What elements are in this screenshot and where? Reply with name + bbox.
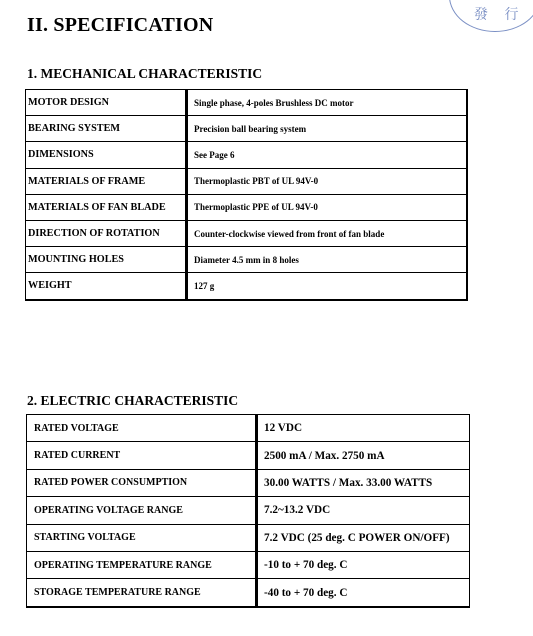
spec-value: Thermoplastic PPE of UL 94V-0 bbox=[187, 195, 466, 221]
spec-value: 12 VDC bbox=[257, 415, 469, 442]
spec-value: Counter-clockwise viewed from front of fan blade bbox=[187, 221, 466, 247]
spec-value: Diameter 4.5 mm in 8 holes bbox=[187, 247, 466, 273]
release-stamp-text: 發 行 bbox=[474, 7, 525, 23]
table-row bbox=[26, 169, 466, 195]
table-row bbox=[26, 142, 466, 168]
spec-key: RATED CURRENT bbox=[27, 442, 257, 469]
mechanical-characteristic-table bbox=[25, 89, 468, 301]
spec-value: See Page 6 bbox=[187, 142, 466, 168]
table-row bbox=[26, 221, 466, 247]
spec-value: 7.2~13.2 VDC bbox=[257, 497, 469, 524]
spec-key: MATERIALS OF FRAME bbox=[26, 169, 187, 195]
spec-key: OPERATING VOLTAGE RANGE bbox=[27, 497, 257, 524]
spec-value: Single phase, 4-poles Brushless DC motor bbox=[187, 90, 466, 116]
spec-key: BEARING SYSTEM bbox=[26, 116, 187, 142]
table-row bbox=[26, 90, 466, 116]
table-row bbox=[26, 116, 466, 142]
table-row bbox=[26, 247, 466, 273]
table-row bbox=[27, 525, 469, 552]
spec-value: 2500 mA / Max. 2750 mA bbox=[257, 442, 469, 469]
spec-value: -10 to + 70 deg. C bbox=[257, 552, 469, 579]
spec-key: WEIGHT bbox=[26, 273, 187, 299]
mechanical-section-title: 1. MECHANICAL CHARACTERISTIC bbox=[27, 66, 263, 81]
spec-key: MOTOR DESIGN bbox=[26, 90, 187, 116]
table-row bbox=[26, 195, 466, 221]
table-row bbox=[27, 552, 469, 579]
spec-key: RATED POWER CONSUMPTION bbox=[27, 470, 257, 497]
table-row bbox=[27, 442, 469, 469]
spec-value: 7.2 VDC (25 deg. C POWER ON/OFF) bbox=[257, 525, 469, 552]
spec-key: DIMENSIONS bbox=[26, 142, 187, 168]
spec-key: STORAGE TEMPERATURE RANGE bbox=[27, 579, 257, 606]
spec-value: -40 to + 70 deg. C bbox=[257, 579, 469, 606]
page-title: II. SPECIFICATION bbox=[27, 14, 214, 36]
table-row bbox=[27, 497, 469, 524]
spec-key: DIRECTION OF ROTATION bbox=[26, 221, 187, 247]
table-row bbox=[27, 579, 469, 606]
table-row bbox=[27, 415, 469, 442]
spec-key: RATED VOLTAGE bbox=[27, 415, 257, 442]
spec-key: MATERIALS OF FAN BLADE bbox=[26, 195, 187, 221]
table-row bbox=[27, 470, 469, 497]
electric-characteristic-table bbox=[26, 414, 470, 608]
spec-value: Precision ball bearing system bbox=[187, 116, 466, 142]
spec-key: MOUNTING HOLES bbox=[26, 247, 187, 273]
table-row bbox=[26, 273, 466, 299]
spec-key: STARTING VOLTAGE bbox=[27, 525, 257, 552]
electric-section-title: 2. ELECTRIC CHARACTERISTIC bbox=[27, 393, 239, 408]
spec-value: 30.00 WATTS / Max. 33.00 WATTS bbox=[257, 470, 469, 497]
spec-value: Thermoplastic PBT of UL 94V-0 bbox=[187, 169, 466, 195]
spec-value: 127 g bbox=[187, 273, 466, 299]
release-stamp bbox=[449, 0, 533, 32]
spec-key: OPERATING TEMPERATURE RANGE bbox=[27, 552, 257, 579]
